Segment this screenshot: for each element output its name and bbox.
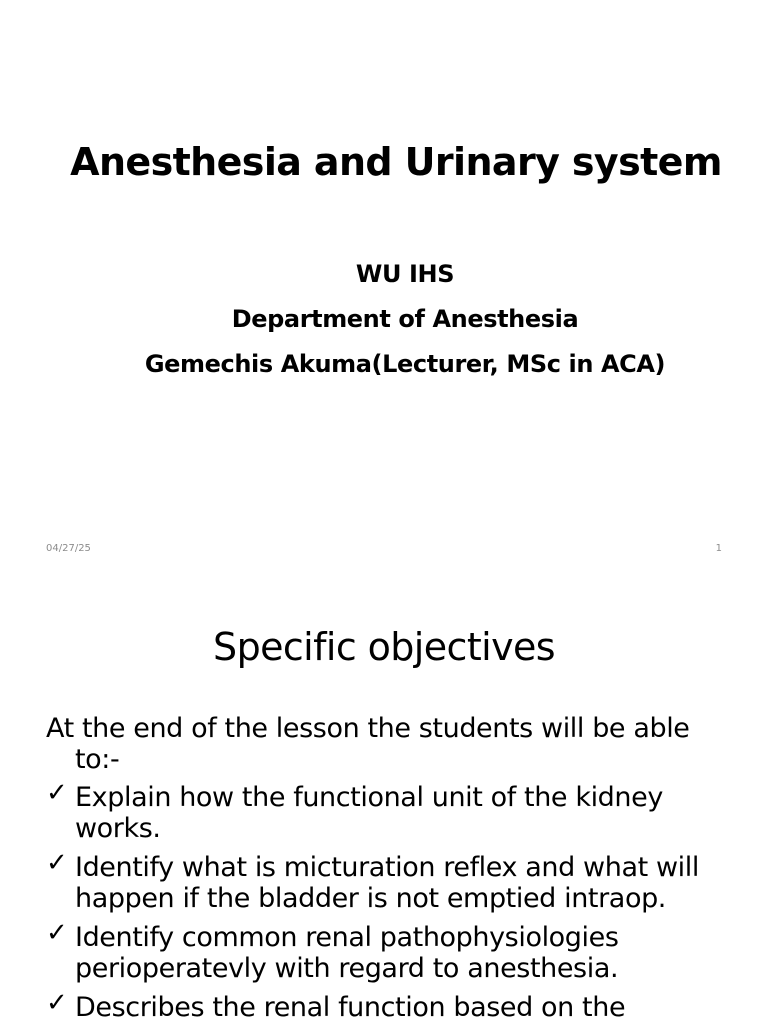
intro-text xyxy=(46,713,736,775)
author-label: Gemechis Akuma(Lecturer, MSc in ACA) xyxy=(144,350,666,378)
checkmark-icon: ✓ xyxy=(46,918,68,948)
slide-date: 04/27/25 xyxy=(46,543,91,554)
list-item xyxy=(46,918,736,984)
list-item xyxy=(46,848,736,914)
intro-line: to:- xyxy=(75,744,120,775)
objectives-list xyxy=(46,778,736,1031)
list-item-text: works. xyxy=(75,813,161,844)
slide-subtitle xyxy=(0,252,768,387)
department-label: Department of Anesthesia xyxy=(231,305,579,333)
checkmark-icon: ✓ xyxy=(46,848,68,878)
list-item-text: happen if the bladder is not emptied intraop. xyxy=(75,883,666,914)
list-item xyxy=(46,778,736,844)
slide-number: 1 xyxy=(715,543,722,554)
checkmark-icon: ✓ xyxy=(46,778,68,808)
objectives-slide xyxy=(0,576,768,1024)
list-item-text: Explain how the functional unit of the kidney xyxy=(75,782,663,813)
institution-label: WU IHS xyxy=(355,260,455,288)
intro-line: At the end of the lesson the students will be able xyxy=(46,713,690,744)
list-item-text: Describes the renal function based on the xyxy=(75,992,626,1023)
slide-title: Specific objectives xyxy=(213,625,555,669)
list-item-text: Identify what is micturation reflex and what will xyxy=(75,852,699,883)
list-item xyxy=(46,988,736,1023)
slide-title: Anesthesia and Urinary system xyxy=(70,140,722,184)
list-item-text: Identify common renal pathophysiologies xyxy=(75,922,619,953)
list-item-text: perioperatevly with regard to anesthesia. xyxy=(75,953,619,984)
checkmark-icon: ✓ xyxy=(46,988,68,1018)
